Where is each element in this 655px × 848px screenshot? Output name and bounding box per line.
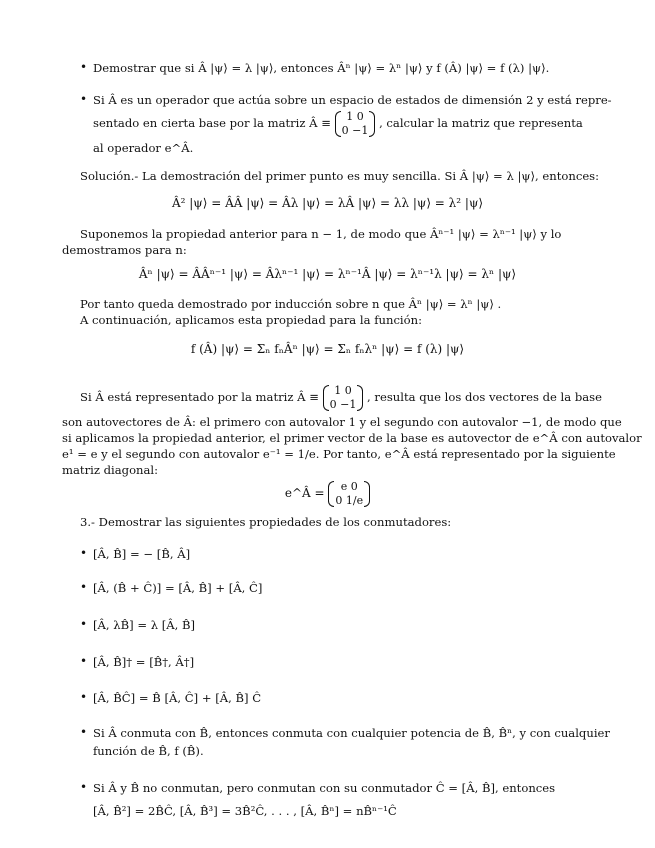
commutator-property-6-line1: Si Â conmuta con B̂, entonces conmuta con cualquier potencia de B̂, B̂ⁿ, y con cualquier xyxy=(93,726,610,740)
commutator-property-1: [Â, B̂] = − [B̂, Â] xyxy=(93,547,191,561)
commutator-property-4: [Â, B̂]† = [B̂†, Â†] xyxy=(93,655,195,669)
paragraph-matrix-line2: son autovectores de Â: el primero con autovalor 1 y el segundo con autovalor −1, de modo que xyxy=(62,415,622,429)
exercise-statement-2-line2 xyxy=(93,108,583,138)
matrix-row: 0 −1 xyxy=(341,124,369,137)
equation-2: Âⁿ |ψ⟩ = ÂÂⁿ⁻¹ |ψ⟩ = Âλⁿ⁻¹ |ψ⟩ = λⁿ⁻¹Â |ψ⟩ = λⁿ⁻¹λ |ψ⟩ = λⁿ |ψ⟩ xyxy=(138,267,517,281)
matrix-row: 1 0 xyxy=(346,110,364,123)
commutator-property-5: [Â, B̂Ĉ] = B̂ [Â, Ĉ] + [Â, B̂] Ĉ xyxy=(93,691,262,705)
matrix-row: 1 0 xyxy=(334,384,352,397)
paragraph-matrix-line1 xyxy=(80,382,602,412)
equation-lhs: e^Â = xyxy=(284,486,325,500)
commutator-property-6-line2: función de B̂, f (B̂). xyxy=(93,744,204,758)
paragraph-matrix-line4: e¹ = e y el segundo con autovalor e⁻¹ = 1/e. Por tanto, e^Â está representado por la siguiente xyxy=(62,447,616,461)
paragraph-function: A continuación, aplicamos esta propiedad para la función: xyxy=(80,313,422,327)
bullet-marker: • xyxy=(80,60,88,74)
bullet-marker: • xyxy=(80,546,88,560)
paragraph-induction-line1: Suponemos la propiedad anterior para n − 1, de modo que Âⁿ⁻¹ |ψ⟩ = λⁿ⁻¹ |ψ⟩ y lo xyxy=(80,227,562,241)
bullet-marker: • xyxy=(80,725,88,739)
matrix-row: e 0 xyxy=(340,479,358,493)
statement-text: sentado en cierta base por la matriz Â ≡ xyxy=(93,116,331,130)
section-3-title: 3.- Demostrar las siguientes propiedades de los conmutadores: xyxy=(80,515,452,529)
bullet-marker: • xyxy=(80,690,88,704)
statement-text: , calcular la matriz que representa xyxy=(379,116,583,130)
commutator-property-7-line1: Si Â y B̂ no conmutan, pero conmutan con su conmutador Ĉ = [Â, B̂], entonces xyxy=(93,781,556,795)
bullet-marker: • xyxy=(80,580,88,594)
paragraph-text: Si Â está representado por la matriz Â ≡ xyxy=(80,390,319,404)
bullet-marker: • xyxy=(80,92,88,106)
paragraph-matrix-line5: matriz diagonal: xyxy=(62,463,159,477)
paragraph-conclusion: Por tanto queda demostrado por inducción sobre n que Âⁿ |ψ⟩ = λⁿ |ψ⟩ . xyxy=(80,297,502,311)
equation-3: f (Â) |ψ⟩ = Σₙ fₙÂⁿ |ψ⟩ = Σₙ fₙλⁿ |ψ⟩ = f (λ) |ψ⟩ xyxy=(190,342,465,356)
solution-intro: Solución.- La demostración del primer punto es muy sencilla. Si Â |ψ⟩ = λ |ψ⟩, entonces: xyxy=(80,169,600,183)
equation-4 xyxy=(0,478,655,508)
bullet-marker: • xyxy=(80,780,88,794)
paragraph-text: , resulta que los dos vectores de la base xyxy=(367,390,602,404)
commutator-property-7-line2: [Â, B̂²] = 2B̂Ĉ, [Â, B̂³] = 3B̂²Ĉ, . . . , [Â, B̂ⁿ] = nB̂ⁿ⁻¹Ĉ xyxy=(93,804,397,818)
paragraph-induction-line2: demostramos para n: xyxy=(62,243,187,257)
matrix-A xyxy=(323,384,364,412)
commutator-property-3: [Â, λB̂] = λ [Â, B̂] xyxy=(93,618,196,632)
exercise-statement-2-line1: Si Â es un operador que actúa sobre un espacio de estados de dimensión 2 y está repre- xyxy=(93,93,612,107)
matrix-exp-A xyxy=(328,480,370,508)
bullet-marker: • xyxy=(80,617,88,631)
matrix-A xyxy=(335,110,376,138)
exercise-statement-2-line3: al operador e^Â. xyxy=(93,141,194,155)
equation-1: Â² |ψ⟩ = ÂÂ |ψ⟩ = Âλ |ψ⟩ = λÂ |ψ⟩ = λλ |ψ⟩ = λ² |ψ⟩ xyxy=(171,196,484,210)
commutator-property-2: [Â, (B̂ + Ĉ)] = [Â, B̂] + [Â, Ĉ] xyxy=(93,581,263,595)
matrix-row: 0 1/e xyxy=(335,493,364,507)
matrix-row: 0 −1 xyxy=(329,398,357,411)
paragraph-matrix-line3: si aplicamos la propiedad anterior, el primer vector de la base es autovector de e^Â con autovalor xyxy=(62,431,642,445)
exercise-statement-1: Demostrar que si Â |ψ⟩ = λ |ψ⟩, entonces Âⁿ |ψ⟩ = λⁿ |ψ⟩ y f (Â) |ψ⟩ = f (λ) |ψ⟩. xyxy=(93,61,550,75)
bullet-marker: • xyxy=(80,654,88,668)
